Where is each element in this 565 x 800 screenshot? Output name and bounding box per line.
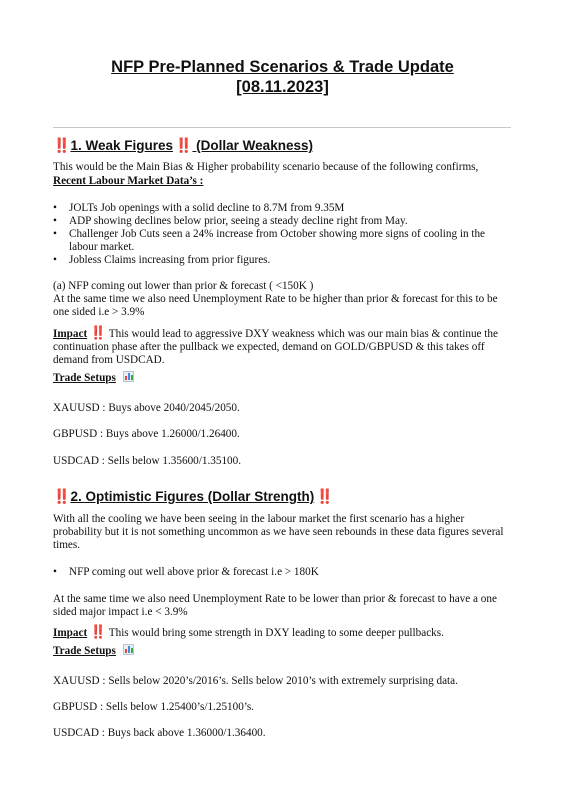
section2-setup-usdcad: USDCAD : Buys back above 1.36000/1.36400. bbox=[53, 727, 266, 739]
bullet-text: JOLTs Job openings with a solid decline to 8.7M from 9.35M bbox=[69, 202, 345, 214]
double-exclamation-icon: ‼️ bbox=[89, 325, 105, 340]
double-exclamation-icon: ‼️ bbox=[316, 488, 332, 504]
double-exclamation-icon: ‼️ bbox=[89, 624, 105, 639]
bullet: • bbox=[53, 202, 57, 214]
double-exclamation-icon: ‼️ bbox=[174, 137, 191, 153]
trade-setups-label: Trade Setups bbox=[53, 645, 116, 657]
impact-text: This would lead to aggressive DXY weakness which was our main bias & continue the continuation phase after the pullback we expected, demand on GOLD/GBPUSD & this takes off demand from USDCAD. bbox=[53, 328, 498, 366]
bullet: • bbox=[53, 215, 57, 227]
section1-heading-a: 1. Weak Figures bbox=[70, 138, 173, 153]
title-line-1: NFP Pre-Planned Scenarios & Trade Update bbox=[111, 58, 454, 76]
section2-heading bbox=[53, 487, 334, 506]
section1-setup-usdcad: USDCAD : Sells below 1.35600/1.35100. bbox=[53, 455, 242, 467]
section1-subhead: Recent Labour Market Data’s : bbox=[53, 175, 204, 187]
document-title bbox=[0, 57, 565, 97]
section2-setup-gbpusd: GBPUSD : Sells below 1.25400’s/1.25100’s. bbox=[53, 701, 255, 713]
bullet-text: NFP coming out well above prior & forecast i.e > 180K bbox=[69, 566, 319, 578]
bar-chart-icon bbox=[123, 644, 134, 655]
section1-intro: This would be the Main Bias & Higher probability scenario because of the following confirms, bbox=[53, 161, 479, 173]
section2-heading-text: 2. Optimistic Figures (Dollar Strength) bbox=[70, 489, 315, 504]
bullet: • bbox=[53, 254, 57, 266]
bullet: • bbox=[53, 566, 57, 578]
section1-condition-a: (a) NFP coming out lower than prior & forecast ( <150K ) bbox=[53, 280, 314, 292]
divider bbox=[53, 127, 511, 128]
section1-heading bbox=[53, 136, 313, 155]
impact-text: This would bring some strength in DXY leading to some deeper pullbacks. bbox=[106, 627, 444, 639]
impact-label: Impact bbox=[53, 627, 88, 639]
section2-setup-xauusd: XAUUSD : Sells below 2020’s/2016’s. Sells below 2010’s with extremely surprising data. bbox=[53, 675, 458, 687]
trade-setups-label: Trade Setups bbox=[53, 372, 116, 384]
section1-condition-b: At the same time we also need Unemployment Rate to be higher than prior & forecast for this to be one sided i.e > 3.9% bbox=[53, 293, 498, 318]
bar-chart-icon bbox=[123, 371, 134, 382]
section2-condition: At the same time we also need Unemployment Rate to be lower than prior & forecast to have a one sided major impact i.e < 3.9% bbox=[53, 593, 497, 618]
double-exclamation-icon: ‼️ bbox=[53, 488, 69, 504]
section2-trade-setups-heading bbox=[53, 644, 513, 658]
section1-setup-xauusd: XAUUSD : Buys above 2040/2045/2050. bbox=[53, 402, 240, 414]
bullet: • bbox=[53, 228, 57, 240]
section1-impact bbox=[53, 326, 513, 367]
section1-trade-setups-heading bbox=[53, 371, 513, 385]
bullet-text: ADP showing declines below prior, seeing a steady decline right from May. bbox=[69, 215, 408, 227]
section1-setup-gbpusd: GBPUSD : Buys above 1.26000/1.26400. bbox=[53, 428, 240, 440]
section2-intro: With all the cooling we have been seeing in the labour market the first scenario has a higher probability but it is not something uncommon as we have seen rebounds in these data figures several times. bbox=[53, 513, 504, 551]
title-line-2: [08.11.2023] bbox=[236, 78, 329, 96]
impact-label: Impact bbox=[53, 328, 88, 340]
bullet-text: Challenger Job Cuts seen a 24% increase from October showing more signs of cooling in the labour market. bbox=[69, 228, 486, 253]
section1-heading-b: (Dollar Weakness) bbox=[192, 138, 313, 153]
double-exclamation-icon: ‼️ bbox=[53, 137, 69, 153]
section2-impact bbox=[53, 625, 513, 640]
bullet-text: Jobless Claims increasing from prior figures. bbox=[69, 254, 271, 266]
